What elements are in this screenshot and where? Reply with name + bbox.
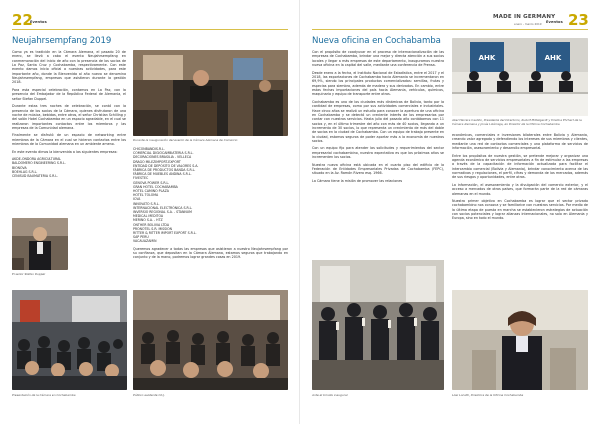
right-paragraph: La información, el asesoramiento y la divulgación del comercio exterior, y el acceso a mercados de otros países, que formarán parte de la red de cámaras alemanas en el mundo. [452,182,588,196]
list-item: INNOVATO S.R.L. [133,201,160,206]
right-paragraph: Con un equipo fijo para atender las solicitudes y requerimientos del sector empresarial cochabambino, nuestra expectativa es que los próximos años se incrementen los socios. [312,146,444,160]
left-company-list-1 [12,157,126,178]
list-item: MERINO S.A. - HTZ [133,218,163,223]
right-caption-bottom-left: Ante el brindis inaugural [312,393,348,397]
left-caption-bottom-left: Presentación de la Cámara en Cochabamba [12,393,76,397]
right-section-label: Eventos [546,20,563,24]
svg-text:AHK: AHK [478,54,496,62]
left-photo-audience-1 [12,290,127,390]
left-caption-top: Durante la inauguración del evento de la Cámara Alemana de Comercio [133,138,238,142]
list-item: INVERSIO REGIONAL S.A. - STANNUM [133,210,192,215]
right-paragraph: Nuestra nueva oficina está ubicada en el cuarto piso del edificio de la Federación de Entidades Empresariales Privadas de Cochabamba (FEPC), situado en la Av. Ramón Rivero esq. 1966. [312,162,444,176]
list-item: ENTIDAD DE DEPÓSITO DE VALORES S.A. [133,163,199,168]
left-caption-mid: El señor Stefan Duppel [12,272,46,276]
list-item: MEDICAL MEDITOA [133,214,164,219]
list-item: DRAGO MILEZIMPORT-EXPORT [133,159,181,164]
left-photo-podium [133,50,288,136]
right-page-number: 23 [568,11,589,29]
list-item: PRONOTEL S.R. MISSION [133,226,173,231]
left-paragraph: Durante estas tres noches de celebración, se contó con la presencia de los socios de la Cámara, quienes disfrutaron de una noche de música, bebidas, entre otros, el señor Christian Schilling y del salón Hotel Cochabamba en un espacio agradable, en el cual se realizaron importantes contactos entre los miembros y las empresas de la Comunidad alemana. [12,104,126,130]
left-paragraph: Finalmente se disfrutó de un espacio de networking entre miembros de la Cámara en el cual se hicieron contactos entre los miembros de la Comunidad alemana en un ambiente ameno. [12,133,126,147]
left-column-1 [12,50,126,178]
right-header-rule [312,29,588,30]
right-paragraph: Entre los propósitos de nuestra gestión, se pretende mejorar y organizar una agenda económica de servicios empresariales a fin de estimular a las empresas a través de la capacitación de información actualizada para facilitar el intercambio comercial (Bolivia y Alemania), brindar conocimiento acerca de las normativas y regulaciones, el perfil, cifras y demanda de los mercados, además de sus riesgos y oportunidades, entre otros. [452,153,588,180]
svg-text:AHK: AHK [544,54,562,62]
list-item: FÁBRICA DE MUEBLES ANDINA S.R.L. [133,172,192,177]
right-paragraph: Con el propósito de coadyuvar en el proceso de internacionalización de las empresas de Cochabamba, brindar una mejor y directa atención a sus socios locales y llegar a más empresas de este departamento, inauguramos nuestra nueva oficina en la capital del valle, mediante una conferencia de Prensa. [312,50,444,68]
list-item: HOTEL CAMINO PLAZA [133,189,169,194]
list-item: BALDOMERO ENGINEERING S.R.L. [12,161,66,166]
left-closing-paragraph: Queremos agradecer a todas las empresas que asistieron a nuestro Neujahrsempfang por su confianza, que depositan en la Cámara Alemana, estamos seguros que trabajando en conjunto y de la mano, podremos lograr grandes cosas en 2019. [133,246,288,260]
right-column-1 [312,50,444,186]
list-item: GENOVA POWER S.R.L. [133,180,170,185]
list-item: FÁBRICA DE PRODUCTOS BANDA S.R.L. [133,168,196,173]
left-photo-audience-2 [133,290,288,390]
left-section-label: Eventos [30,20,47,24]
right-caption-top: Abel Herrera Castillo, Presidente del Directorio, Rudolf Mittelgardt y Kristina Ehrhart de la Cámara Alemana y Jonás Lizárraga, ex Director de la Oficina Cochabamba [452,118,582,126]
left-paragraph: En este evento dimos la bienvenida a las siguientes empresas: [12,149,118,154]
right-paragraph: Cochabamba es uno de los ciudades más dinámicas de Bolivia, tanto por la cantidad de empresas, como por sus actividades comerciales e industriales. Hace cinco años se realizó un estudio para conocer la apertura de una oficina en Cochabamba y se detectó un creciente interés de los empresarios por contar con nuestros servicios. Hasta julio del pasado año contábamos con 11 socios y, en el último trimestre del año con más de 40 socios, llegando a un incremento de 30 socios, lo que representa un crecimiento de más del doble de socios en la ciudad de Cochabamba. Con un equipo de trabajo presente en la ciudad, estamos seguros de poder aportar más a la economía de nuestros socios. [312,99,444,143]
right-photo-toast [312,260,444,390]
right-photo-director [452,290,588,390]
right-photo-press-conference [452,38,588,116]
list-item: CENISUD BAUMATERIA S.R.L. [12,173,59,178]
list-item: VACAUAZAMIN [133,239,157,244]
left-header-rule [12,29,288,30]
left-paragraph: Para esta especial celebración, contamos en La Paz, con la presencia del Embajador de la República Federal de Alemania, el señor Stefan Duppel. [12,87,126,101]
list-item: RITTER & RITTER IMPORT EXPORT S.R.L. [133,231,197,236]
list-item: INTERNACIONAL ELECTRÓNICA S.R.L. [133,205,193,210]
list-item: BIONOVA [12,165,27,170]
left-page-number: 22 [12,11,33,29]
right-caption-bottom-right: Lissi Locatti, Directora de la Oficina Cochabamba [452,393,524,397]
list-item: FIVESTEC [133,176,149,181]
left-photo-speaker [12,218,68,270]
left-article-title: Neujahrsempfang 2019 [12,36,112,46]
list-item: DECORACIONES BRASILIA - VELLECA [133,155,192,160]
list-item: ICVA [133,197,141,202]
list-item: CHICONBANDIS.R.L. [133,147,165,151]
right-page [300,0,600,424]
list-item: GRAN HOTEL COCHABAMBA [133,184,178,189]
list-item: COMERCIAL DIGIOCAMBIATERIA S.R.L. [133,151,194,156]
brand-logo: MADE IN GERMANY [493,14,556,20]
list-item: SAP PERÚ [133,235,149,240]
right-paragraph: La Cámara tiene la misión de promover las relaciones [312,178,403,183]
issue-date: enero - marzo 2019 [514,22,542,26]
list-item: ONTHER BOLIVIA LTDA [133,222,170,227]
left-paragraph: Como ya es tradición en la Cámara Alemana, el pasado 20 de enero, se llevó a cabo el evento Neujahrsempfang en conmemoración del inicio de año con la presencia de los socios de La Paz, Santa Cruz y Cochabamba, respectivamente. Con este evento damos inicio oficial a nuestras actividades, para este importante año, donde la Bienvenida al año nuevo se denomina Neujahrsempfang, empresas que asistieron durante la gestión 2018. [12,50,126,85]
left-caption-bottom-right: Público asistente Cb.J. [133,393,165,397]
right-paragraph: Desde enero a la fecha, el Instituto Nacional de Estadística, entre el 2017 y el 2018, las exportaciones de Cochabamba hacia Alemania se incrementaron en 69,9%, siendo los principales productos comercializados: semillas, frutas y especias para siembra, además de madera y sus derivados. En cambio, entre estas fechas importaciones del país hacia Alemania, vehículos, químicos, maquinaria y equipo de transporte entre otros. [312,70,444,97]
right-paragraph: económicas, comerciales e inversiones bilaterales entre Bolivia y Alemania, creando valor agregado y defendiendo los intereses de sus miembros y clientes, mediante una red de contactos comerciales y una plataforma de servicios de información, asesoramiento y desarrollo empresarial. [452,133,588,151]
right-article-title: Nueva oficina en Cochabamba [312,36,441,46]
list-item: AKDE-ONDORA AGRICULTURAL [12,157,62,162]
left-column-2 [133,147,288,263]
right-paragraph: Nuestro primer objetivo en Cochabamba es lograr que el sector privado cochabambino nos conozca y se familiarice con nuestros servicios. Por medio de la última etapa de puesta en marcha se establecieron estrategias de actuación con socios potenciales y lograr alianzas internacionales, no solo en Alemania y Europa, sino en todo el mundo. [452,199,588,221]
right-column-2 [452,133,588,224]
list-item: BOEHLAG S.R.L. [12,169,38,174]
left-company-list-2 [133,147,288,244]
list-item: HOTEL TOLOMA [133,193,159,198]
